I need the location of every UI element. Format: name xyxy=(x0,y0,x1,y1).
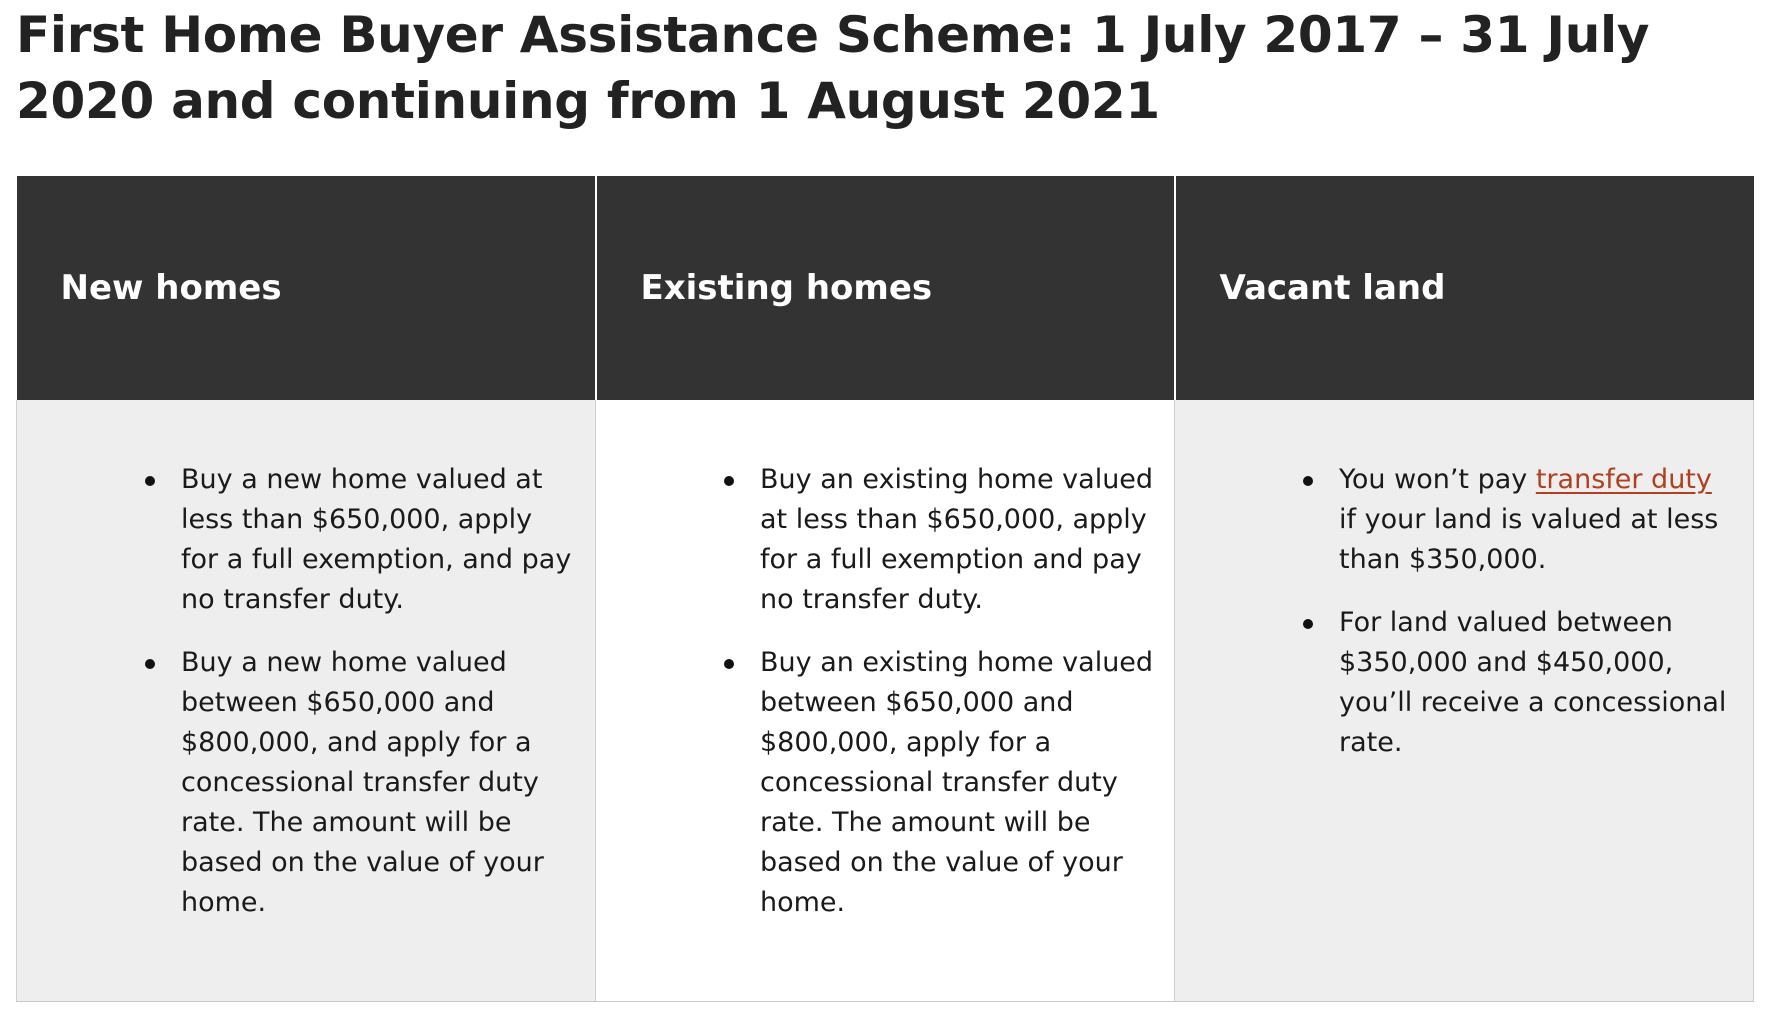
existing-homes-list xyxy=(596,460,1154,923)
list-item: Buy a new home valued at less than $650,000, apply for a full exemption, and pay no transfer duty. xyxy=(181,460,575,620)
header-new-homes: New homes xyxy=(17,176,596,400)
table-header-row xyxy=(17,176,1754,400)
table-body-row xyxy=(17,400,1754,1002)
cell-existing-homes xyxy=(596,400,1175,1002)
list-item: Buy an existing home valued at less than $650,000, apply for a full exemption and pay no transfer duty. xyxy=(760,460,1154,620)
vacant-land-text-before: You won’t pay xyxy=(1339,464,1536,495)
header-existing-homes: Existing homes xyxy=(596,176,1175,400)
list-item: Buy a new home valued between $650,000 and $800,000, and apply for a concessional transfer duty rate. The amount will be based on the value of your home. xyxy=(181,643,575,923)
scheme-comparison-table xyxy=(16,176,1754,1002)
vacant-land-list xyxy=(1175,460,1733,763)
header-vacant-land: Vacant land xyxy=(1175,176,1754,400)
vacant-land-text-after: if your land is valued at less than $350,000. xyxy=(1339,504,1719,575)
list-item xyxy=(1339,460,1733,580)
cell-new-homes xyxy=(17,400,596,1002)
cell-vacant-land xyxy=(1175,400,1754,1002)
page-title: First Home Buyer Assistance Scheme: 1 July 2017 – 31 July 2020 and continuing from 1 August 2021 xyxy=(16,6,1650,130)
new-homes-list xyxy=(17,460,575,923)
list-item: For land valued between $350,000 and $450,000, you’ll receive a concessional rate. xyxy=(1339,603,1733,763)
transfer-duty-link[interactable]: transfer duty xyxy=(1535,464,1712,495)
list-item: Buy an existing home valued between $650,000 and $800,000, apply for a concessional transfer duty rate. The amount will be based on the value of your home. xyxy=(760,643,1154,923)
